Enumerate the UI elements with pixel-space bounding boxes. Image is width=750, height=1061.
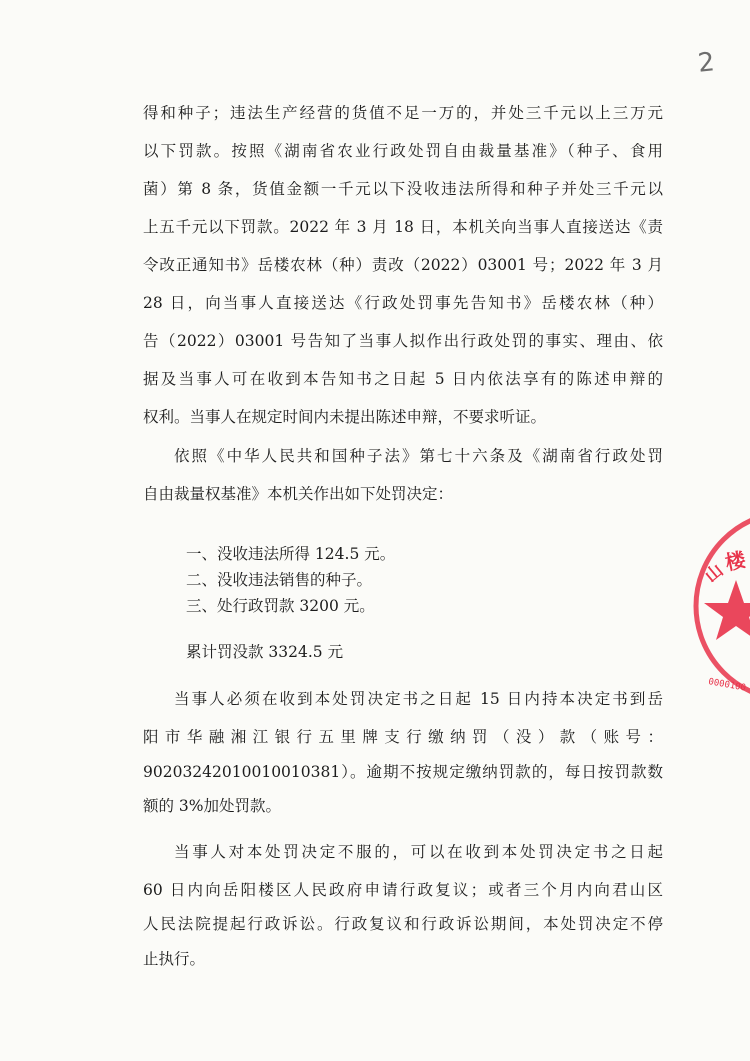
appeal-line: 止执行。: [143, 950, 206, 968]
payment-line: 90203242010010010381）。逾期不按规定缴纳罚款的，每日按罚款数: [143, 763, 663, 781]
body-line: 得和种子；违法生产经营的货值不足一万的，并处三千元以上三万元: [143, 104, 663, 122]
basis-line: 依照《中华人民共和国种子法》第七十六条及《湖南省行政处罚: [174, 447, 663, 465]
seal-text-left: 山: [701, 560, 728, 587]
penalty-item: 三、处行政罚款 3200 元。: [186, 597, 375, 615]
body-line: 据及当事人可在收到本告知书之日起 5 日内依法享有的陈述申辩的: [143, 370, 663, 388]
payment-line: 当事人必须在收到本处罚决定书之日起 15 日内持本决定书到岳: [174, 690, 663, 708]
payment-line: 阳市华融湘江银行五里牌支行缴纳罚（没）款（账号：: [143, 728, 663, 746]
body-line: 上五千元以下罚款。2022 年 3 月 18 日，本机关向当事人直接送达《责: [143, 218, 663, 236]
penalty-item: 二、没收违法销售的种子。: [186, 571, 373, 589]
basis-line: 自由裁量权基准》本机关作出如下处罚决定：: [143, 485, 454, 503]
penalty-item: 一、没收违法所得 124.5 元。: [186, 545, 396, 563]
handwritten-page-number: 2: [696, 47, 717, 79]
body-line: 菌）第 8 条，货值金额一千元以下没收违法所得和种子并处三千元以: [143, 180, 663, 198]
body-line: 28 日，向当事人直接送达《行政处罚事先告知书》岳楼农林（种）: [143, 294, 663, 312]
appeal-line: 当事人对本处罚决定不服的，可以在收到本处罚决定书之日起: [174, 843, 663, 861]
appeal-line: 人民法院提起行政诉讼。行政复议和行政诉讼期间，本处罚决定不停: [143, 915, 663, 933]
total-amount: 累计罚没款 3324.5 元: [186, 643, 344, 661]
seal-text-top: 楼: [723, 547, 748, 575]
body-line: 告（2022）03001 号告知了当事人拟作出行政处罚的事实、理由、依: [143, 332, 663, 350]
body-line: 权利。当事人在规定时间内未提出陈述申辩，不要求听证。: [143, 408, 547, 426]
payment-line: 额的 3%加处罚款。: [143, 797, 282, 815]
appeal-line: 60 日内向岳阳楼区人民政府申请行政复议；或者三个月内向君山区: [143, 881, 663, 899]
body-line: 令改正通知书》岳楼农林（种）责改（2022）03001 号；2022 年 3 月: [143, 256, 663, 274]
seal-number: 0000100: [707, 677, 747, 694]
body-line: 以下罚款。按照《湖南省农业行政处罚自由裁量基准》（种子、食用: [143, 142, 663, 160]
